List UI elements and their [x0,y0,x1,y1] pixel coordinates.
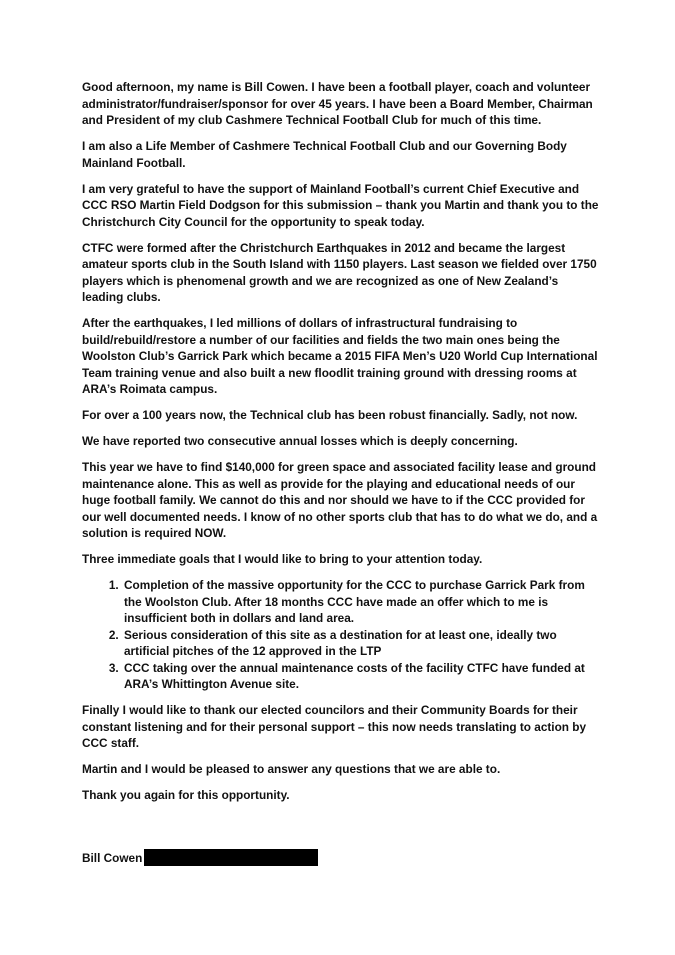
redaction-box [144,849,318,866]
paragraph-club-history: CTFC were formed after the Christchurch Earthquakes in 2012 and became the largest amateur sports club in the South Island with 1150 players. Last season we fielded over 1750 players which is phenomenal growth and we are recognized as one of New Zealand’s leading clubs. [82,240,597,304]
list-item: 2. Serious consideration of this site as a destination for at least one, ideally two artificial pitches of the 12 approved in the LTP [122,627,602,660]
paragraph-finances: For over a 100 years now, the Technical club has been robust financially. Sadly, not now. [82,408,578,422]
paragraph-questions: Martin and I would be pleased to answer any questions that we are able to. [82,762,501,776]
letter-body [82,79,602,813]
list-item: 1. Completion of the massive opportunity for the CCC to purchase Garrick Park from the Woolston Club. After 18 months CCC have made an offer which to me is insufficient both in dollars and land area. [122,577,602,627]
signature-line [82,849,318,866]
paragraph-fundraising: After the earthquakes, I led millions of dollars of infrastructural fundraising to build/rebuild/restore a number of our facilities and fields the two main ones being the Woolston Club’s Garrick Park which became a 2015 FIFA Men’s U20 World Cup International Team training venue and also built a new floodlit training ground with dressing rooms at ARA’s Roimata campus. [82,316,598,396]
paragraph-final-thanks: Thank you again for this opportunity. [82,788,290,802]
paragraph-goals-intro: Three immediate goals that I would like to bring to your attention today. [82,552,483,566]
paragraph-life-member: I am also a Life Member of Cashmere Technical Football Club and our Governing Body Mainland Football. [82,139,567,170]
signature-name: Bill Cowen [82,850,143,865]
paragraph-thanks-councilors: Finally I would like to thank our elected councilors and their Community Boards for their constant listening and for their personal support – this now needs translating to action by CCC staff. [82,703,587,750]
goals-list [82,577,602,693]
list-item: 3. CCC taking over the annual maintenance costs of the facility CTFC have funded at ARA’s Whittington Avenue site. [122,660,602,693]
paragraph-gratitude: I am very grateful to have the support of Mainland Football’s current Chief Executive and CCC RSO Martin Field Dodgson for this submission – thank you Martin and thank you to the Christchurch City Council for the opportunity to speak today. [82,181,599,229]
paragraph-greeting: Good afternoon, my name is Bill Cowen. I have been a football player, coach and volunteer administrator/fundraiser/sponsor for over 45 years. I have been a Board Member, Chairman and President of my club Cashmere Technical Football Club for much of this time. [82,80,593,127]
paragraph-losses: We have reported two consecutive annual losses which is deeply concerning. [82,434,518,448]
paragraph-funding-need: This year we have to find $140,000 for green space and associated facility lease and ground maintenance alone. This as well as provide for the playing and educational needs of our huge football family. We cannot do this and nor should we have to if the CCC provided for our well documented needs. I know of no other sports club that has to do what we do, and a solution is required NOW. [82,460,598,540]
